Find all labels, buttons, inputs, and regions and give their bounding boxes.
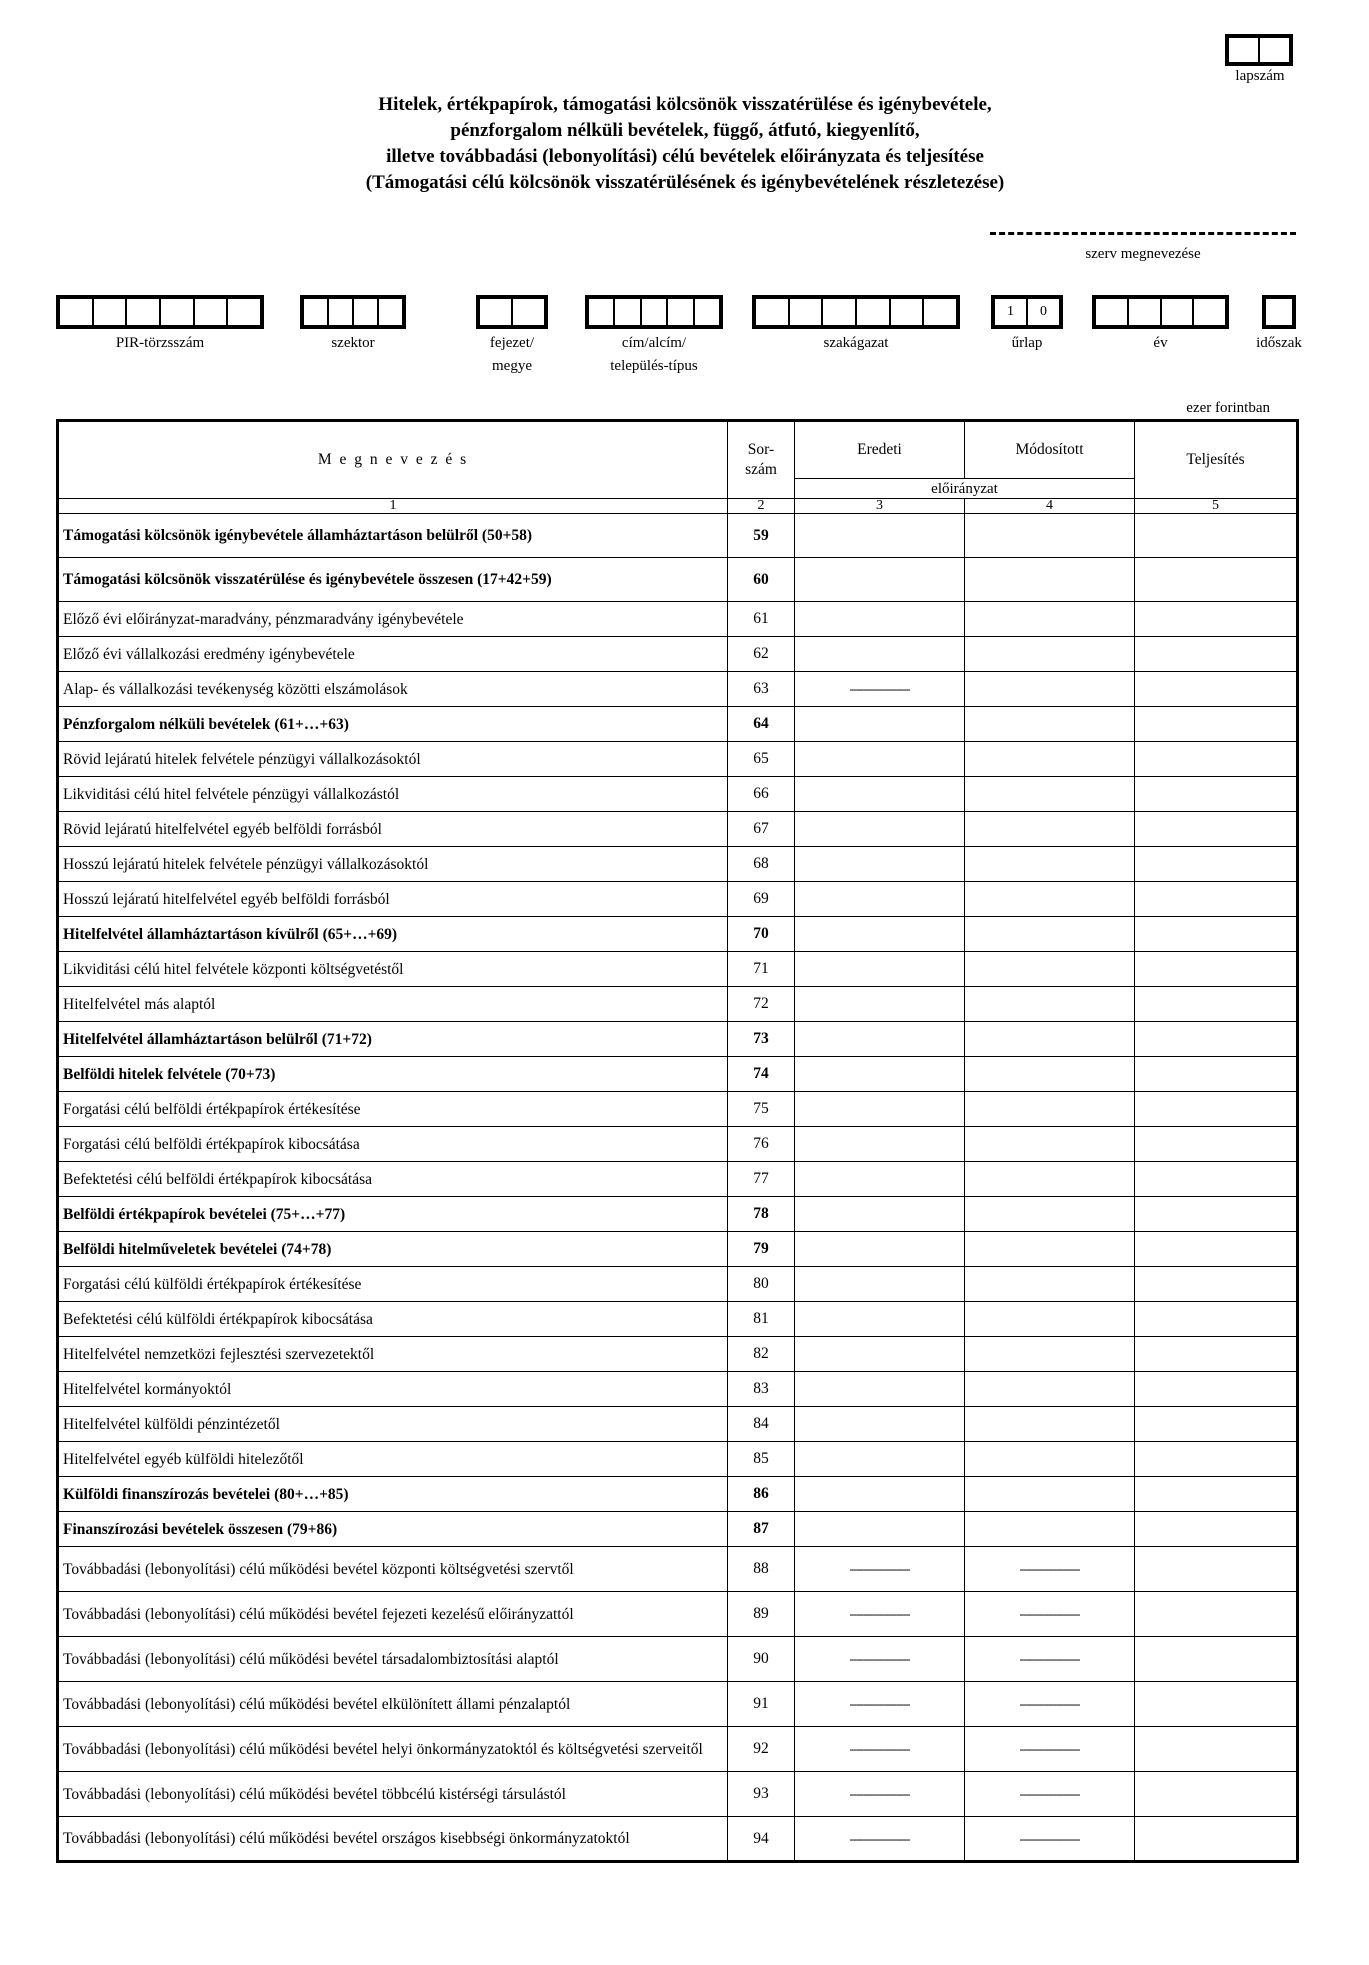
table-row <box>58 1057 1298 1092</box>
modositott-cell[interactable] <box>965 1232 1135 1267</box>
table-row <box>58 1127 1298 1162</box>
teljesites-cell[interactable] <box>1135 1592 1298 1637</box>
header-sorszam <box>728 421 795 499</box>
row-name: Hitelfelvétel nemzetközi fejlesztési szervezetektől <box>58 1337 728 1372</box>
modositott-cell[interactable] <box>965 1512 1135 1547</box>
szektor-label: szektor <box>331 335 375 351</box>
column-number: 5 <box>1135 499 1298 514</box>
row-sorszam: 63 <box>728 672 795 707</box>
row-sorszam: 61 <box>728 602 795 637</box>
row-name: Továbbadási (lebonyolítási) célú működési bevétel központi költségvetési szervtől <box>58 1547 728 1592</box>
eredeti-cell[interactable] <box>795 1302 965 1337</box>
row-sorszam: 74 <box>728 1057 795 1092</box>
row-name: Likviditási célú hitel felvétele pénzügyi vállalkozástól <box>58 777 728 812</box>
row-name: Belföldi hitelműveletek bevételei (74+78) <box>58 1232 728 1267</box>
row-sorszam: 82 <box>728 1337 795 1372</box>
modositott-cell[interactable] <box>965 707 1135 742</box>
modositott-cell[interactable] <box>965 1337 1135 1372</box>
modositott-cell[interactable] <box>965 1197 1135 1232</box>
row-name: Hitelfelvétel külföldi pénzintézetől <box>58 1407 728 1442</box>
row-name: Továbbadási (lebonyolítási) célú működési bevétel elkülönített állami pénzalaptól <box>58 1682 728 1727</box>
teljesites-cell[interactable] <box>1135 1127 1298 1162</box>
pir-field[interactable] <box>56 295 264 329</box>
teljesites-cell[interactable] <box>1135 1682 1298 1727</box>
teljesites-cell[interactable] <box>1135 1302 1298 1337</box>
eredeti-cell[interactable] <box>795 1267 965 1302</box>
pir-label: PIR-törzsszám <box>115 335 205 351</box>
teljesites-cell[interactable] <box>1135 1407 1298 1442</box>
table-row <box>58 847 1298 882</box>
modositott-cell[interactable] <box>965 1372 1135 1407</box>
table-row <box>58 1817 1298 1862</box>
eredeti-cell-dashed: ------------------ <box>795 1637 965 1682</box>
eredeti-cell[interactable] <box>795 514 965 558</box>
eredeti-cell[interactable] <box>795 1197 965 1232</box>
teljesites-cell[interactable] <box>1135 1092 1298 1127</box>
modositott-cell-dashed: ------------------ <box>965 1637 1135 1682</box>
modositott-cell-dashed: ------------------ <box>965 1547 1135 1592</box>
ev-field[interactable] <box>1092 295 1229 329</box>
column-number: 3 <box>795 499 965 514</box>
table-row <box>58 1372 1298 1407</box>
row-name: Alap- és vállalkozási tevékenység közötti elszámolások <box>58 672 728 707</box>
teljesites-cell[interactable] <box>1135 1057 1298 1092</box>
teljesites-cell[interactable] <box>1135 1817 1298 1862</box>
lapszam-cell[interactable] <box>1260 38 1289 62</box>
lapszam-cell[interactable] <box>1229 38 1260 62</box>
teljesites-cell[interactable] <box>1135 1372 1298 1407</box>
modositott-cell[interactable] <box>965 1162 1135 1197</box>
teljesites-cell[interactable] <box>1135 1477 1298 1512</box>
eredeti-cell-dashed: ------------------ <box>795 672 965 707</box>
eredeti-cell[interactable] <box>795 777 965 812</box>
row-sorszam: 71 <box>728 952 795 987</box>
lapszam-boxes[interactable] <box>1225 34 1293 66</box>
table-row <box>58 1547 1298 1592</box>
column-number: 4 <box>965 499 1135 514</box>
row-name: Továbbadási (lebonyolítási) célú működési bevétel többcélú kistérségi társulástól <box>58 1772 728 1817</box>
eredeti-cell-dashed: ------------------ <box>795 1682 965 1727</box>
row-sorszam: 77 <box>728 1162 795 1197</box>
eredeti-cell[interactable] <box>795 1337 965 1372</box>
teljesites-cell[interactable] <box>1135 1547 1298 1592</box>
teljesites-cell[interactable] <box>1135 1512 1298 1547</box>
row-name: Rövid lejáratú hitelek felvétele pénzügyi vállalkozásoktól <box>58 742 728 777</box>
modositott-cell[interactable] <box>965 1057 1135 1092</box>
row-sorszam: 69 <box>728 882 795 917</box>
teljesites-cell[interactable] <box>1135 707 1298 742</box>
row-sorszam: 62 <box>728 637 795 672</box>
row-sorszam: 81 <box>728 1302 795 1337</box>
table-row <box>58 1592 1298 1637</box>
modositott-cell[interactable] <box>965 672 1135 707</box>
cim-field[interactable] <box>585 295 723 329</box>
title-line: illetve továbbadási (lebonyolítási) célú bevételek előirányzata és teljesítése <box>386 146 984 167</box>
row-name: Befektetési célú belföldi értékpapírok kibocsátása <box>58 1162 728 1197</box>
row-name: Előző évi előirányzat-maradvány, pénzmaradvány igénybevétele <box>58 602 728 637</box>
row-name: Továbbadási (lebonyolítási) célú működési bevétel társadalombiztosítási alaptól <box>58 1637 728 1682</box>
eredeti-cell[interactable] <box>795 952 965 987</box>
teljesites-cell[interactable] <box>1135 882 1298 917</box>
modositott-cell-dashed: ------------------ <box>965 1817 1135 1862</box>
eredeti-cell[interactable] <box>795 1127 965 1162</box>
cim-label <box>575 332 733 378</box>
header-sorszam-line: Sor- <box>747 441 775 458</box>
row-name: Hitelfelvétel egyéb külföldi hitelezőtől <box>58 1442 728 1477</box>
modositott-cell[interactable] <box>965 1267 1135 1302</box>
modositott-cell-dashed: ------------------ <box>965 1727 1135 1772</box>
modositott-cell[interactable] <box>965 742 1135 777</box>
eredeti-cell[interactable] <box>795 882 965 917</box>
table-row <box>58 987 1298 1022</box>
row-sorszam: 88 <box>728 1547 795 1592</box>
table-row <box>58 1267 1298 1302</box>
modositott-cell[interactable] <box>965 1302 1135 1337</box>
table-row <box>58 1232 1298 1267</box>
eredeti-cell[interactable] <box>795 558 965 602</box>
eredeti-cell[interactable] <box>795 707 965 742</box>
row-sorszam: 60 <box>728 558 795 602</box>
eredeti-cell[interactable] <box>795 1057 965 1092</box>
teljesites-cell[interactable] <box>1135 777 1298 812</box>
cim-label-line: település-típus <box>610 358 698 374</box>
eredeti-cell-dashed: ------------------ <box>795 1817 965 1862</box>
szerv-name-field[interactable] <box>990 232 1296 235</box>
eredeti-cell[interactable] <box>795 1407 965 1442</box>
fejezet-label-line: megye <box>492 358 532 374</box>
eredeti-cell[interactable] <box>795 637 965 672</box>
table-row <box>58 1407 1298 1442</box>
table-row <box>58 882 1298 917</box>
table-row <box>58 1682 1298 1727</box>
row-name: Külföldi finanszírozás bevételei (80+…+85) <box>58 1477 728 1512</box>
teljesites-cell[interactable] <box>1135 987 1298 1022</box>
table-row <box>58 1477 1298 1512</box>
row-sorszam: 85 <box>728 1442 795 1477</box>
teljesites-cell[interactable] <box>1135 558 1298 602</box>
row-sorszam: 65 <box>728 742 795 777</box>
row-sorszam: 84 <box>728 1407 795 1442</box>
teljesites-cell[interactable] <box>1135 1197 1298 1232</box>
title-line: (Támogatási célú kölcsönök visszatérülésének és igénybevételének részletezése) <box>365 172 1005 193</box>
table-row <box>58 1022 1298 1057</box>
eredeti-cell-dashed: ------------------ <box>795 1547 965 1592</box>
teljesites-cell[interactable] <box>1135 812 1298 847</box>
row-name: Előző évi vállalkozási eredmény igénybevétele <box>58 637 728 672</box>
row-sorszam: 92 <box>728 1727 795 1772</box>
row-name: Forgatási célú belföldi értékpapírok kibocsátása <box>58 1127 728 1162</box>
table-row <box>58 1727 1298 1772</box>
row-name: Továbbadási (lebonyolítási) célú működési bevétel helyi önkormányzatoktól és költségvetési szerveitől <box>58 1727 728 1772</box>
row-name: Finanszírozási bevételek összesen (79+86) <box>58 1512 728 1547</box>
eredeti-cell[interactable] <box>795 742 965 777</box>
modositott-cell[interactable] <box>965 558 1135 602</box>
modositott-cell[interactable] <box>965 1407 1135 1442</box>
modositott-cell[interactable] <box>965 882 1135 917</box>
eredeti-cell-dashed: ------------------ <box>795 1772 965 1817</box>
row-name: Hitelfelvétel más alaptól <box>58 987 728 1022</box>
urlap-label: űrlap <box>1011 335 1043 351</box>
table-row <box>58 1337 1298 1372</box>
row-name: Továbbadási (lebonyolítási) célú működési bevétel fejezeti kezelésű előirányzattól <box>58 1592 728 1637</box>
table-row <box>58 637 1298 672</box>
row-sorszam: 66 <box>728 777 795 812</box>
table-row <box>58 917 1298 952</box>
row-name: Hitelfelvétel államháztartáson belülről (71+72) <box>58 1022 728 1057</box>
table-row <box>58 742 1298 777</box>
modositott-cell[interactable] <box>965 987 1135 1022</box>
teljesites-cell[interactable] <box>1135 514 1298 558</box>
teljesites-cell[interactable] <box>1135 952 1298 987</box>
eredeti-cell[interactable] <box>795 917 965 952</box>
column-number: 2 <box>728 499 795 514</box>
header-sorszam-line: szám <box>745 461 777 478</box>
modositott-cell-dashed: ------------------ <box>965 1592 1135 1637</box>
table-row <box>58 1512 1298 1547</box>
urlap-digit: 0 <box>1040 304 1047 319</box>
table-row <box>58 514 1298 558</box>
row-sorszam: 73 <box>728 1022 795 1057</box>
table-row <box>58 1442 1298 1477</box>
unit-label: ezer forintban <box>1186 400 1270 416</box>
modositott-cell[interactable] <box>965 637 1135 672</box>
main-table <box>56 419 1299 1863</box>
cim-label-line: cím/alcím/ <box>621 335 687 351</box>
eredeti-cell[interactable] <box>795 1022 965 1057</box>
teljesites-cell[interactable] <box>1135 1022 1298 1057</box>
row-sorszam: 78 <box>728 1197 795 1232</box>
table-row <box>58 558 1298 602</box>
eredeti-cell[interactable] <box>795 847 965 882</box>
form-title <box>160 92 1210 196</box>
table-row <box>58 1302 1298 1337</box>
row-sorszam: 93 <box>728 1772 795 1817</box>
teljesites-cell[interactable] <box>1135 1232 1298 1267</box>
teljesites-cell[interactable] <box>1135 1442 1298 1477</box>
teljesites-cell[interactable] <box>1135 1267 1298 1302</box>
fejezet-field[interactable] <box>476 295 548 329</box>
modositott-cell[interactable] <box>965 1092 1135 1127</box>
teljesites-cell[interactable] <box>1135 672 1298 707</box>
table-row <box>58 777 1298 812</box>
row-sorszam: 91 <box>728 1682 795 1727</box>
row-sorszam: 94 <box>728 1817 795 1862</box>
table-row <box>58 812 1298 847</box>
teljesites-cell[interactable] <box>1135 847 1298 882</box>
teljesites-cell[interactable] <box>1135 1772 1298 1817</box>
eredeti-cell[interactable] <box>795 987 965 1022</box>
row-sorszam: 76 <box>728 1127 795 1162</box>
table-row <box>58 1162 1298 1197</box>
row-name: Forgatási célú belföldi értékpapírok értékesítése <box>58 1092 728 1127</box>
modositott-cell[interactable] <box>965 952 1135 987</box>
eredeti-cell[interactable] <box>795 1442 965 1477</box>
header-modositott: Módosított <box>965 421 1135 479</box>
table-row <box>58 952 1298 987</box>
header-eredeti: Eredeti <box>795 421 965 479</box>
row-name: Támogatási kölcsönök visszatérülése és igénybevétele összesen (17+42+59) <box>58 558 728 602</box>
row-sorszam: 90 <box>728 1637 795 1682</box>
title-line: pénzforgalom nélküli bevételek, függő, átfutó, kiegyenlítő, <box>450 120 920 141</box>
teljesites-cell[interactable] <box>1135 637 1298 672</box>
teljesites-cell[interactable] <box>1135 1337 1298 1372</box>
eredeti-cell[interactable] <box>795 1477 965 1512</box>
table-row <box>58 707 1298 742</box>
modositott-cell[interactable] <box>965 917 1135 952</box>
modositott-cell[interactable] <box>965 1442 1135 1477</box>
row-name: Befektetési célú külföldi értékpapírok kibocsátása <box>58 1302 728 1337</box>
row-sorszam: 75 <box>728 1092 795 1127</box>
modositott-cell-dashed: ------------------ <box>965 1772 1135 1817</box>
modositott-cell[interactable] <box>965 777 1135 812</box>
lapszam-label: lapszám <box>1235 68 1285 84</box>
row-name: Belföldi értékpapírok bevételei (75+…+77) <box>58 1197 728 1232</box>
table-row <box>58 1197 1298 1232</box>
modositott-cell[interactable] <box>965 514 1135 558</box>
header-megnevezes: M e g n e v e z é s <box>58 421 728 499</box>
teljesites-cell[interactable] <box>1135 602 1298 637</box>
row-sorszam: 87 <box>728 1512 795 1547</box>
row-name: Továbbadási (lebonyolítási) célú működési bevétel országos kisebbségi önkormányzatoktól <box>58 1817 728 1862</box>
row-sorszam: 67 <box>728 812 795 847</box>
teljesites-cell[interactable] <box>1135 1637 1298 1682</box>
header-teljesites: Teljesítés <box>1135 421 1298 499</box>
table-row <box>58 1637 1298 1682</box>
row-sorszam: 80 <box>728 1267 795 1302</box>
idoszak-field[interactable] <box>1262 295 1296 329</box>
table-row <box>58 1092 1298 1127</box>
eredeti-cell[interactable] <box>795 1162 965 1197</box>
eredeti-cell[interactable] <box>795 1512 965 1547</box>
fejezet-label-line: fejezet/ <box>489 335 535 351</box>
fejezet-label <box>456 332 568 378</box>
row-name: Hosszú lejáratú hitelfelvétel egyéb belföldi forrásból <box>58 882 728 917</box>
urlap-digit: 1 <box>995 299 1028 325</box>
teljesites-cell[interactable] <box>1135 742 1298 777</box>
modositott-cell[interactable] <box>965 847 1135 882</box>
modositott-cell[interactable] <box>965 1127 1135 1162</box>
teljesites-cell[interactable] <box>1135 1162 1298 1197</box>
ev-label: év <box>1153 335 1168 351</box>
modositott-cell[interactable] <box>965 812 1135 847</box>
row-name: Hosszú lejáratú hitelek felvétele pénzügyi vállalkozásoktól <box>58 847 728 882</box>
eredeti-cell[interactable] <box>795 1232 965 1267</box>
row-name: Rövid lejáratú hitelfelvétel egyéb belföldi forrásból <box>58 812 728 847</box>
row-sorszam: 64 <box>728 707 795 742</box>
szakagazat-label: szakágazat <box>823 335 889 351</box>
header-eloiranyzat: előirányzat <box>795 479 1135 499</box>
eredeti-cell[interactable] <box>795 812 965 847</box>
table-body <box>58 514 1298 1862</box>
row-name: Támogatási kölcsönök igénybevétele államháztartáson belülről (50+58) <box>58 514 728 558</box>
row-sorszam: 72 <box>728 987 795 1022</box>
row-name: Forgatási célú külföldi értékpapírok értékesítése <box>58 1267 728 1302</box>
eredeti-cell-dashed: ------------------ <box>795 1727 965 1772</box>
row-name: Belföldi hitelek felvétele (70+73) <box>58 1057 728 1092</box>
row-name: Hitelfelvétel kormányoktól <box>58 1372 728 1407</box>
table-row <box>58 1772 1298 1817</box>
row-sorszam: 83 <box>728 1372 795 1407</box>
szakagazat-field[interactable] <box>752 295 960 329</box>
modositott-cell[interactable] <box>965 1477 1135 1512</box>
row-name: Likviditási célú hitel felvétele központi költségvetéstől <box>58 952 728 987</box>
row-name: Hitelfelvétel államháztartáson kívülről (65+…+69) <box>58 917 728 952</box>
table-row <box>58 672 1298 707</box>
row-sorszam: 79 <box>728 1232 795 1267</box>
table-row <box>58 602 1298 637</box>
column-number: 1 <box>58 499 728 514</box>
modositott-cell-dashed: ------------------ <box>965 1682 1135 1727</box>
row-sorszam: 59 <box>728 514 795 558</box>
urlap-field <box>991 295 1063 329</box>
row-sorszam: 86 <box>728 1477 795 1512</box>
row-sorszam: 68 <box>728 847 795 882</box>
eredeti-cell-dashed: ------------------ <box>795 1592 965 1637</box>
row-sorszam: 89 <box>728 1592 795 1637</box>
szektor-field[interactable] <box>300 295 406 329</box>
eredeti-cell[interactable] <box>795 1092 965 1127</box>
szerv-label: szerv megnevezése <box>1085 246 1201 262</box>
idoszak-label: időszak <box>1256 335 1302 351</box>
row-name: Pénzforgalom nélküli bevételek (61+…+63) <box>58 707 728 742</box>
title-line: Hitelek, értékpapírok, támogatási kölcsönök visszatérülése és igénybevétele, <box>378 94 992 115</box>
modositott-cell[interactable] <box>965 1022 1135 1057</box>
eredeti-cell[interactable] <box>795 602 965 637</box>
teljesites-cell[interactable] <box>1135 917 1298 952</box>
teljesites-cell[interactable] <box>1135 1727 1298 1772</box>
row-sorszam: 70 <box>728 917 795 952</box>
eredeti-cell[interactable] <box>795 1372 965 1407</box>
modositott-cell[interactable] <box>965 602 1135 637</box>
